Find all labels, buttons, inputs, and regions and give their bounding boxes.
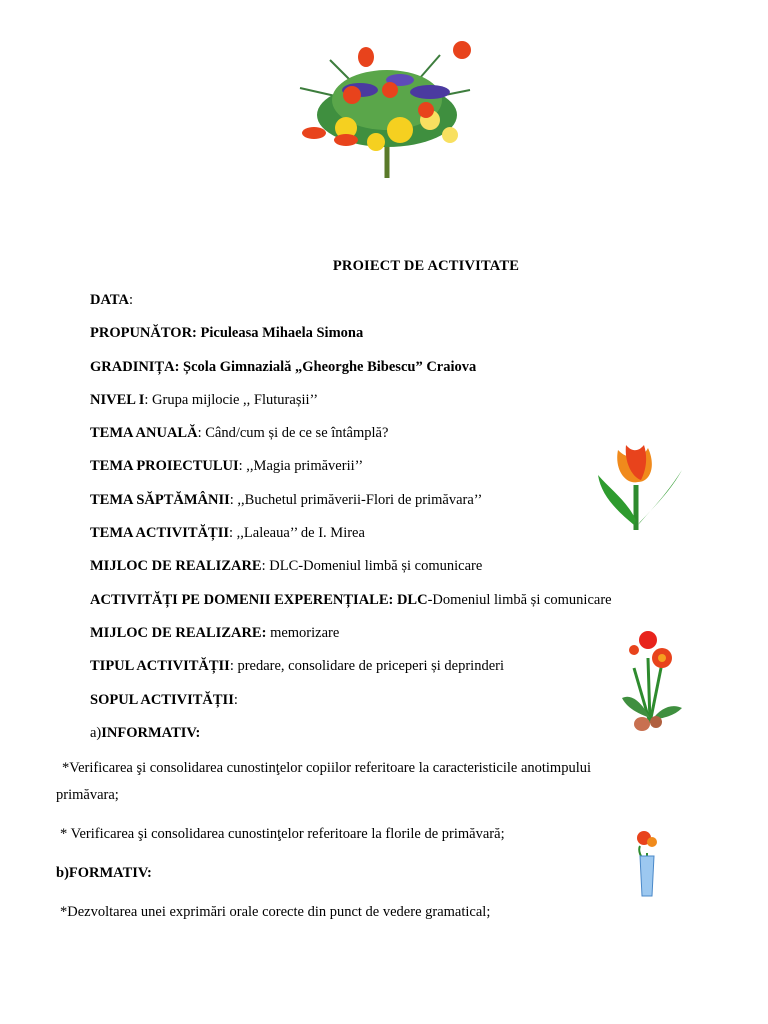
field-value: : DLC-Domeniul limbă și comunicare bbox=[261, 558, 483, 574]
formativ-item-1: *Dezvoltarea unei exprimări orale corecte din punct de vedere gramatical; bbox=[60, 904, 491, 920]
field-tema-saptamanii bbox=[90, 492, 482, 509]
field-value: : ,,Buchetul primăverii-Flori de primăvara’’ bbox=[229, 492, 483, 508]
field-scopul-activitatii bbox=[90, 692, 238, 709]
field-activitati-domenii bbox=[90, 592, 612, 609]
field-label: SOPUL ACTIVITĂȚII bbox=[90, 692, 234, 708]
field-value: memorizare bbox=[266, 625, 340, 641]
informativ-prefix: a) bbox=[90, 725, 102, 741]
informativ-heading bbox=[90, 725, 200, 742]
field-mijloc-realizare-1 bbox=[90, 558, 482, 575]
informativ-label: INFORMATIV: bbox=[101, 725, 201, 741]
field-tipul-activitatii bbox=[90, 658, 504, 675]
page-title: PROIECT DE ACTIVITATE bbox=[332, 258, 520, 274]
field-label: MIJLOC DE REALIZARE bbox=[90, 558, 262, 574]
field-label: MIJLOC DE REALIZARE: bbox=[90, 625, 267, 641]
field-label: TEMA ANUALĂ bbox=[90, 425, 198, 441]
field-tema-anuala bbox=[90, 425, 388, 442]
field-label: DATA bbox=[90, 292, 129, 308]
formativ-heading: b)FORMATIV: bbox=[56, 865, 152, 881]
field-value: -Domeniul limbă și comunicare bbox=[427, 592, 612, 608]
field-label: TEMA SĂPTĂMÂNII bbox=[90, 492, 230, 508]
field-tema-activitatii bbox=[90, 525, 365, 542]
red-flowers-image bbox=[612, 628, 688, 734]
field-value: : ,,Magia primăverii’’ bbox=[238, 458, 364, 474]
field-value: : Când/cum și de ce se întâmplă? bbox=[197, 425, 389, 441]
field-gradinita: GRADINIȚA: Școla Gimnazială „Gheorghe Bibescu” Craiova bbox=[90, 359, 477, 375]
field-label: TEMA ACTIVITĂȚII bbox=[90, 525, 229, 541]
informativ-item-1-line-1: *Verificarea şi consolidarea cunostinţelor copiilor referitoare la caracteristicile anotimpului bbox=[62, 760, 592, 776]
field-value: : bbox=[128, 292, 133, 308]
field-label: TIPUL ACTIVITĂȚII bbox=[90, 658, 230, 674]
field-label: NIVEL I bbox=[90, 392, 145, 408]
vase-flower-image bbox=[632, 828, 662, 900]
field-value: : ,,Laleaua’’ de I. Mirea bbox=[229, 525, 365, 541]
field-mijloc-realizare-2 bbox=[90, 625, 339, 642]
flower-bouquet-image bbox=[280, 30, 490, 180]
field-nivel bbox=[90, 392, 318, 409]
field-propunator: PROPUNĂTOR: Piculeasa Mihaela Simona bbox=[90, 325, 364, 341]
informativ-item-2: * Verificarea şi consolidarea cunostinţelor referitoare la florile de primăvară; bbox=[60, 826, 505, 842]
field-tema-proiectului bbox=[90, 458, 363, 475]
field-value: : Grupa mijlocie ,, Fluturașii’’ bbox=[144, 392, 319, 408]
informativ-item-1-line-2: primăvara; bbox=[56, 787, 119, 803]
field-label: ACTIVITĂȚI PE DOMENII EXPERENȚIALE: DLC bbox=[90, 592, 428, 608]
field-value: : predare, consolidare de priceperi și deprinderi bbox=[229, 658, 504, 674]
field-data bbox=[90, 292, 133, 309]
field-value: : bbox=[233, 692, 238, 708]
tulip-image bbox=[596, 440, 686, 535]
field-label: TEMA PROIECTULUI bbox=[90, 458, 239, 474]
